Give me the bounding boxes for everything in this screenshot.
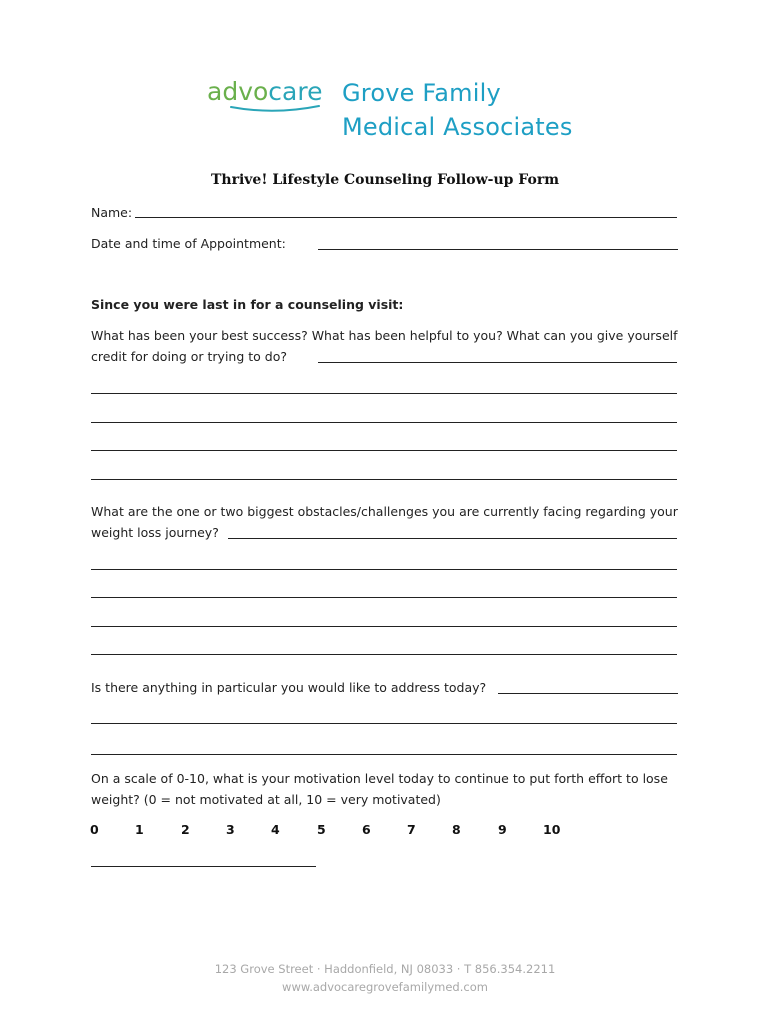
- date-label: Date and time of Appointment:: [91, 236, 286, 251]
- scale-option-3[interactable]: 3: [226, 822, 235, 837]
- logo-care-text: care: [268, 77, 323, 106]
- scale-option-8[interactable]: 8: [452, 822, 461, 837]
- answer-address-line[interactable]: [91, 723, 677, 724]
- answer-success-line[interactable]: [91, 422, 677, 423]
- answer-success-line[interactable]: [318, 362, 677, 363]
- scale-option-2[interactable]: 2: [181, 822, 190, 837]
- footer-website[interactable]: www.advocaregrovefamilymed.com: [282, 980, 488, 994]
- question-motivation-line1: On a scale of 0-10, what is your motivation level today to continue to put forth effort to lose: [91, 771, 668, 786]
- question-motivation-line2: weight? (0 = not motivated at all, 10 = very motivated): [91, 792, 441, 807]
- answer-address-line[interactable]: [91, 754, 677, 755]
- answer-address-line[interactable]: [498, 693, 678, 694]
- logo-advo-text: advo: [207, 77, 269, 106]
- scale-option-4[interactable]: 4: [271, 822, 280, 837]
- scale-option-7[interactable]: 7: [407, 822, 416, 837]
- scale-option-9[interactable]: 9: [498, 822, 507, 837]
- scale-option-0[interactable]: 0: [90, 822, 99, 837]
- answer-obstacles-line[interactable]: [91, 654, 677, 655]
- form-title: Thrive! Lifestyle Counseling Follow-up Form: [210, 172, 560, 188]
- practice-name-line2: Medical Associates: [342, 113, 573, 141]
- footer-address: 123 Grove Street · Haddonfield, NJ 08033 · T 856.354.2211: [214, 962, 556, 976]
- question-obstacles-line2: weight loss journey?: [91, 525, 219, 540]
- answer-success-line[interactable]: [91, 450, 677, 451]
- date-field[interactable]: [318, 249, 678, 250]
- motivation-answer-line[interactable]: [91, 866, 316, 867]
- section-heading: Since you were last in for a counseling visit:: [91, 297, 404, 312]
- answer-obstacles-line[interactable]: [91, 626, 677, 627]
- practice-name-line1: Grove Family: [342, 79, 501, 107]
- question-success-line1: What has been your best success? What has been helpful to you? What can you give yourself: [91, 328, 678, 343]
- answer-obstacles-line[interactable]: [228, 538, 677, 539]
- question-address-today: Is there anything in particular you would like to address today?: [91, 680, 487, 695]
- answer-success-line[interactable]: [91, 479, 677, 480]
- scale-option-5[interactable]: 5: [317, 822, 326, 837]
- question-success-line2: credit for doing or trying to do?: [91, 349, 287, 364]
- scale-option-6[interactable]: 6: [362, 822, 371, 837]
- practice-name: [342, 76, 573, 144]
- name-field[interactable]: [135, 217, 677, 218]
- answer-obstacles-line[interactable]: [91, 569, 677, 570]
- question-obstacles-line1: What are the one or two biggest obstacles/challenges you are currently facing regarding your: [91, 504, 678, 519]
- logo-swoosh-icon: [229, 104, 321, 114]
- scale-option-1[interactable]: 1: [135, 822, 144, 837]
- answer-success-line[interactable]: [91, 393, 677, 394]
- scale-option-10[interactable]: 10: [543, 822, 561, 837]
- answer-obstacles-line[interactable]: [91, 597, 677, 598]
- name-label: Name:: [91, 205, 133, 220]
